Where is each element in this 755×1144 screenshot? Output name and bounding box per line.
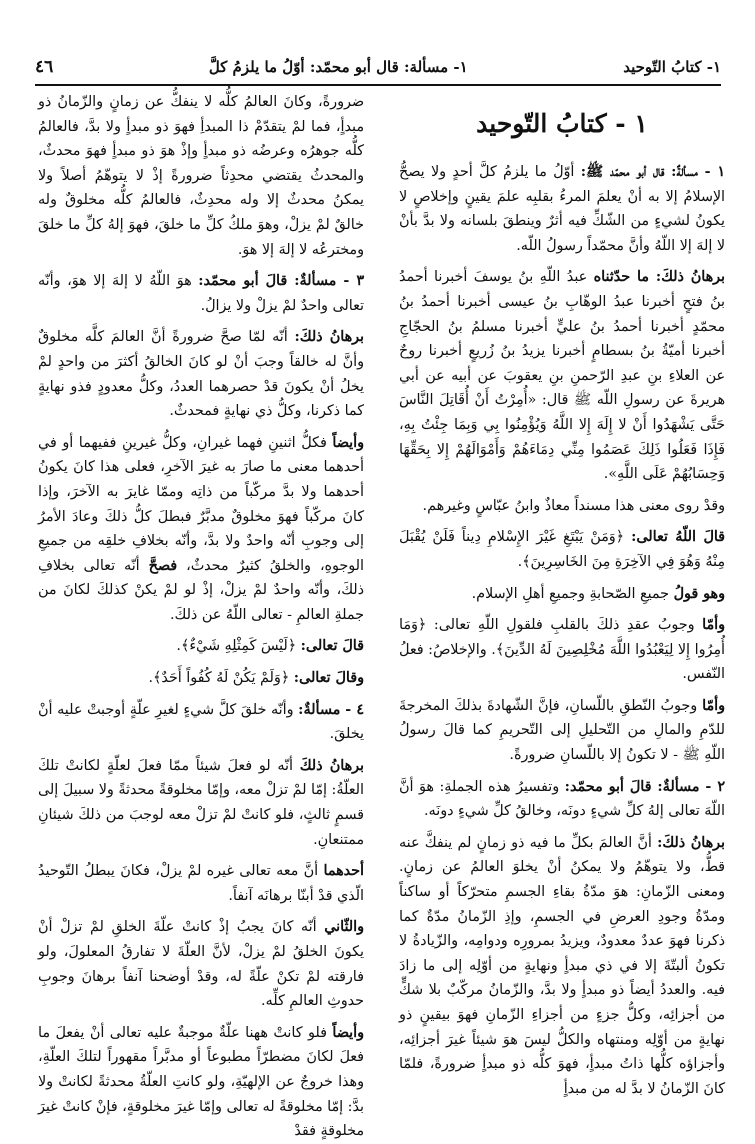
paragraph-text: عبدُ اللّهِ بنُ يوسفَ أخبرنا أحمدُ بنُ فتحٍ أخبرنا عبدُ الوهّابِ بنُ عيسى أخبرنا أحمدُ بنُ محمّدٍ أخبرنا أحمدُ بنُ عليٍّ أخبرنا مسلمُ بنُ الحجّاجِ أخبرنا أميّةُ بنُ بسطامٍ أخبرنا يزيدُ بنُ زُريعٍ أخبرنا روحٌ عن العلاءِ بنِ عبدِ الرّحمنِ بنِ يعقوبَ عن أبيه عن أبي هريرةَ عن رسولِ اللّه ﷺ قال: «أُمِرْتُ أَنْ أُقَاتِلَ النَّاسَ حَتَّى يَشْهَدُوا أَنْ لا إِلَهَ إِلا اللَّهُ وَيُؤْمِنُوا بِي وَبِمَا جِئْتُ بِهِ، فَإِذَا فَعَلُوا ذَلِكَ عَصَمُوا مِنِّي دِمَاءَهُمْ وَأَمْوَالَهُمْ إِلا بِحَقِّهَا وَحِسَابُهُمْ عَلَى اللَّهِ».	[399, 269, 725, 483]
page-number: ٤٦	[35, 57, 54, 77]
paragraph-text: فكلُّ اثنينِ فهما غيرانِ، وكلُّ غيرينِ ففيهما أو في أحدهما معنى ما صارَ به غيرَ الآخرِ، فعلى هذا كانَ يكونُ أحدهما ولا بدَّ مركّباً من ذاتِه وممّا غايرَ به الآخرَ، وإذا كانَ مركّباً فهوَ مخلوقٌ مدبَّرٌ فبطلَ كلُّ ذلكَ وعادَ الأمرُ إلى وجوبِ أنّه واحدٌ ولا بدَّ، وأنّه بخلافِ خلقِه من جميعِ الوجوهِ، والخلقُ كثيرٌ محدثٌ،	[38, 434, 364, 574]
left-column	[37, 90, 364, 1140]
paragraph-text: أنّه لو فعلَ شيئاً ممّا فعلَ لعلّةٍ لكانتْ تلكَ العلّةُ: إمّا لمْ تزلْ معه، وإمّا مخلوقةً محدثةً ولا سبيلَ إلى قسمٍ ثالثٍ، فلو كانتْ لمْ تزلْ معه لوجبَ من ذلكَ شيئانِ ممتنعانِ.	[37, 757, 364, 848]
paragraph-lead: والثّاني	[324, 919, 364, 936]
paragraph	[399, 694, 725, 768]
paragraph	[38, 269, 364, 318]
paragraph-lead: أحدهما	[323, 863, 364, 880]
paragraph	[38, 859, 364, 908]
paragraph	[38, 666, 364, 691]
paragraph	[38, 90, 364, 262]
paragraph-lead: برهانُ ذلكَ	[299, 757, 364, 774]
paragraph-lead: وهو قولُ	[673, 585, 725, 602]
right-column	[399, 90, 726, 1097]
paragraph	[399, 265, 725, 486]
paragraph-text: فلو كانتْ ههنا علّةٌ موجبةٌ عليه تعالى أنْ يفعلَ ما فعلَ لكانَ مضطرّاً مطبوعاً أو مدبَّراً مقهوراً لتلكَ العلّةِ، وهذا خروجٌ عن الإلهيّةِ، ولو كانتِ العلّةُ محدثةً لكانتْ ولا بدَّ: إمّا مخلوقةً له تعالى وإمّا غيرَ مخلوقةٍ، فإنْ كانتْ غيرَ مخلوقةٍ فقدْ	[37, 1024, 364, 1140]
paragraph	[399, 775, 725, 824]
paragraph-lead: ١ - مسألةٌ: قال أبو محمّد ﷺ:	[580, 164, 725, 180]
paragraph	[399, 613, 725, 687]
header-section-title: ١- مسألة: قال أبو محمّد: أوّلُ ما يلزمُ كلَّ	[208, 58, 468, 76]
paragraph-text: أوّلُ ما يلزمُ كلَّ أحدٍ ولا يصحُّ الإسلامُ إلا به أنْ يعلمَ المرءُ بقلبِه علمَ يقينٍ وإخلاصٍ لا يكونُ لشيءٍ من الشّكِّ فيه أثرٌ وينطقَ بلسانه ولا بدَّ بأنْ لا إلهَ إلا اللّهُ وأنَّ محمّداً رسولُ اللّه.	[399, 164, 725, 254]
paragraph	[38, 754, 364, 852]
paragraph-text: أنّه كانَ يجبُ إذْ كانتْ علّةَ الخلقِ لمْ تزلْ أنْ يكونَ الخلقُ لمْ يزلْ، لأنَّ العلّةَ لا تفارقُ المعلولَ، ولو فارقته لمْ تكنْ علّةً له، وقدْ أوضحنا آنفاً برهانَ وجوبِ حدوثِ العالمِ كلِّه.	[38, 919, 364, 1010]
paragraph-text: أنَّ معه تعالى غيره لمْ يزلْ، فكانَ يبطلُ التّوحيدُ الّذي قدْ أبنّا برهانَه آنفاً.	[38, 863, 364, 904]
paragraph-text: أنّه لمّا صحَّ ضرورةً أنَّ العالمَ كلَّه مخلوقٌ وأنَّ له خالقاً وجبَ أنْ لو كانَ الخالقُ أكثرَ من واحدٍ لمْ يخلُ أنْ يكونَ قدْ حصرهما العددُ، وكلُّ معدودٍ فذو نهايةٍ كما ذكرنا، وكلُّ ذي نهايةٍ فمحدثٌ.	[38, 329, 364, 420]
paragraph-text: أنّه تعالى بخلافِ ذلكَ، وأنّه واحدٌ لمْ يزلْ، إذْ لو لمْ يكنْ كذلكَ لكانَ من جملةِ العالمِ - تعالى اللّهُ عن ذلكَ.	[38, 557, 364, 623]
paragraph	[38, 698, 364, 747]
paragraph-lead: وقالَ تعالى:	[293, 670, 364, 687]
paragraph-lead: برهانُ ذلكَ:	[294, 329, 364, 346]
paragraph-text: ﴿وَمَنْ يَبْتَغِ غَيْرَ الإِسْلامِ دِيناً فَلَنْ يُقْبَلَ مِنْهُ وَهُوَ فِي الآخِرَةِ مِنَ الخَاسِرِينَ﴾.	[399, 529, 725, 570]
paragraph-lead: ٢ - مسألةٌ: قالَ أبو محمّد:	[564, 778, 725, 795]
paragraph	[399, 831, 725, 1102]
paragraph-lead: قالَ تعالى:	[300, 638, 364, 655]
running-header	[35, 50, 721, 86]
paragraph-lead: وأيضاً	[332, 1024, 364, 1041]
paragraph	[38, 634, 364, 659]
paragraph-lead: برهانُ ذلكَ:	[657, 834, 726, 851]
paragraph	[38, 1021, 364, 1144]
paragraph	[399, 525, 725, 574]
paragraph	[38, 431, 364, 628]
paragraph	[38, 325, 364, 423]
paragraph-text: وقدْ روى معنى هذا مسنداً معاذٌ وابنُ عبّاسٍ وغيرهم.	[422, 497, 725, 514]
header-chapter-title: ١- كتابُ التّوحيد	[623, 58, 721, 76]
paragraph-lead: وأيضاً	[332, 434, 364, 451]
paragraph	[399, 494, 725, 519]
paragraph-text: أنَّ العالمَ بكلِّ ما فيه ذو زمانٍ لم ينفكَّ عنه قطُّ، ولا يتوهّمُ ولا يمكنُ أنْ يخلوَ العالمُ عن زمانٍ. ومعنى الزّمانِ: هوَ مدّةُ بقاءِ الجسمِ متحرّكاً أو ساكناً ومدّةُ وجودِ العرضِ في الجسمِ، وإذِ الزّمانُ مدّةٌ كما ذكرنا فهوَ عددٌ معدودٌ، ويزيدُ بمرورِه ودوامِه، والزّيادةُ لا تكونُ ألبتّةَ إلا في ذي مبدأٍ ونهايةٍ من أوّلِه إلى ما زادَ فيه. والعددُ أيضاً ذو مبدأٍ ولا بدَّ، والزّمانُ مركّبٌ بلا شكٍّ من أجزائِه، وكلُّ جزءٍ من أجزاءِ الزّمانِ فهوَ بيقينٍ ذو نهايةٍ من أوّلِه ومنتهاه والكلُّ ليسَ هوَ شيئاً غيرَ أجزائِه، وأجزاؤه كلُّها ذاتُ مبدأٍ، فهوَ كلُّه ذو مبدأٍ ضرورةً، فلمّا كانَ الزّمانُ لا بدَّ له من مبدأٍ	[399, 834, 725, 1097]
paragraph-text: وجوبُ عقدِ ذلكَ بالقلبِ فلقولِ اللّهِ تعالى: ﴿وَمَا أُمِرُوا إِلا لِيَعْبُدُوا اللَّهَ مُخْلِصِينَ لَهُ الدِّينَ﴾. والإخلاصُ: فعلُ النّفس.	[399, 617, 725, 683]
paragraph-lead: قالَ اللّهُ تعالى:	[631, 529, 726, 546]
paragraph-text: وأنّه خلقَ كلَّ شيءٍ لغيرِ علّةٍ أوجبتْ عليه أنْ يخلقَ.	[38, 701, 364, 743]
paragraph-text: وجوبُ النّطقِ باللّسانِ، فإنَّ الشّهادةَ بذلكَ المخرجةَ للدّمِ والمالِ من التّحليلِ إلى التّحريمِ كما قالَ رسولُ اللّهِ ﷺ - لا تكونُ إلا باللّسانِ ضرورةً.	[399, 697, 725, 764]
paragraph-lead: وأمّا	[702, 617, 725, 634]
chapter-title: ١ - كتابُ التّوحيد	[476, 109, 648, 138]
paragraph-text: وتفسيرُ هذه الجملةِ: هوَ أنَّ اللّهَ تعالى إلهُ كلِّ شيءٍ دونَه، وخالقُ كلِّ شيءٍ دونَه.	[399, 778, 725, 820]
paragraph-lead: برهانُ ذلكَ: ما حدّثناه	[593, 269, 726, 286]
paragraph	[38, 915, 364, 1013]
paragraph	[399, 160, 725, 258]
paragraph-lead: ٤ - مسألةٌ:	[298, 701, 364, 718]
paragraph-text: جميعِ الصّحابةِ وجميعِ أهلِ الإسلام.	[471, 585, 670, 602]
paragraph	[399, 582, 725, 607]
paragraph-text: ﴿وَلَمْ يَكُنْ لَهُ كُفُواً أَحَدٌ﴾.	[148, 670, 290, 687]
paragraph-text: ضرورةً، وكانَ العالمُ كلُّه لا ينفكُّ عن زمانٍ والزّمانُ ذو مبدأٍ، فما لمْ يتقدّمْ ذا المبدأِ فهوَ ذو مبدأٍ ولا بدَّ، فالعالمُ كلُّه جوهرُه وعرضُه ذو مبدأٍ وإذْ هوَ ذو مبدأٍ فهوَ محدثٌ، والمحدثُ يقتضي محدِثاً ضرورةً إذْ لا يتوهّمُ أصلاً ولا يمكنُ محدثٌ إلا وله محدِثٌ، فالعالمُ كلُّه مخلوقٌ وله خالقٌ لمْ يزلْ، وهوَ ملكُ كلِّ ما خلقَ، فهوَ إلهُ كلِّ ما خلقَ ومخترعُه لا إلهَ إلا هوَ.	[38, 94, 364, 258]
paragraph-lead: فصحَّ	[148, 557, 178, 574]
paragraph-text: ﴿لَيْسَ كَمِثْلِهِ شَيْءٌ﴾.	[176, 638, 297, 655]
paragraph-lead: ٣ - مسألةٌ: قالَ أبو محمّد:	[198, 273, 364, 290]
paragraph-lead: وأمّا	[702, 697, 725, 714]
paragraph-text: هوَ اللّهُ لا إلهَ إلا هوَ، وأنّه تعالى واحدٌ لمْ يزلْ ولا يزالُ.	[38, 273, 364, 314]
